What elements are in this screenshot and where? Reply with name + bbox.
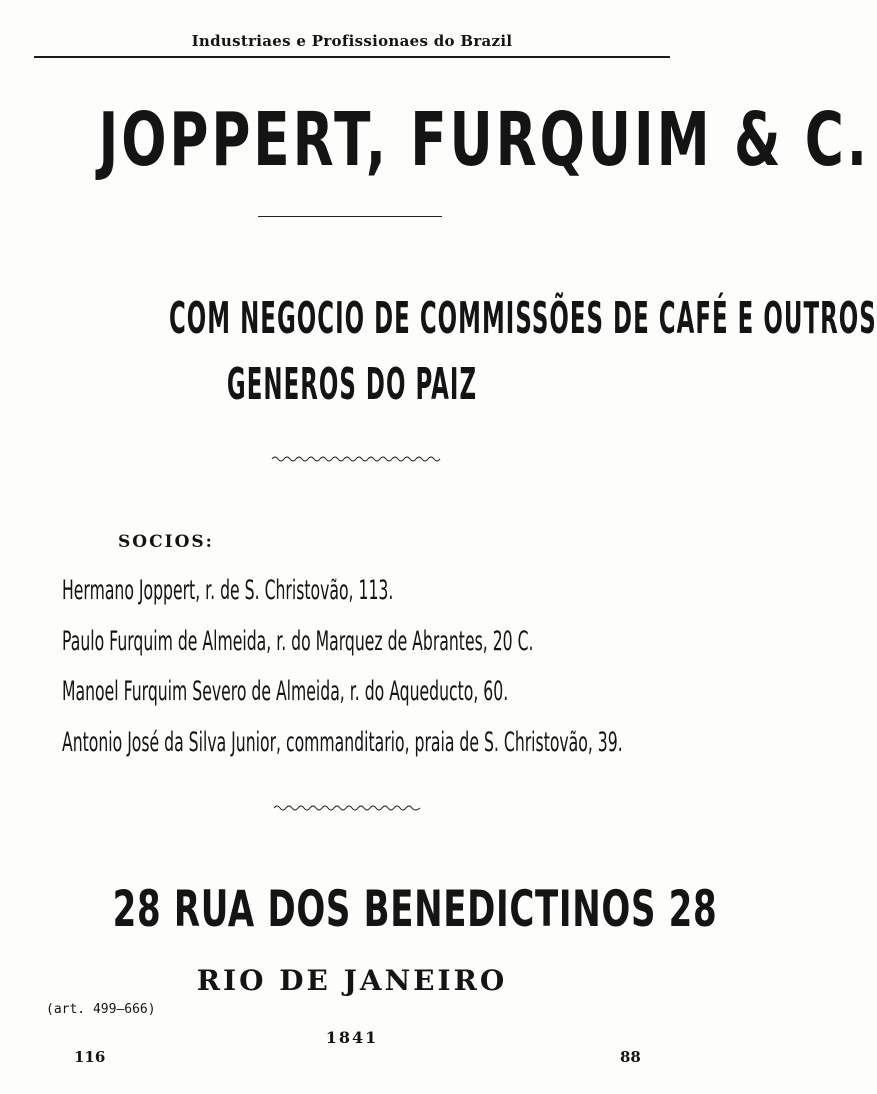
business-description-line-2: GENEROS DO PAIZ <box>226 359 478 410</box>
partner-entry: Manoel Furquim Severo de Almeida, r. do Aqueducto, 60. <box>62 676 509 707</box>
partner-entry: Hermano Joppert, r. de S. Christovão, 113. <box>62 575 394 606</box>
running-header: Industriaes e Profissionaes do Brazil <box>191 32 513 50</box>
page-number-left: 116 <box>74 1048 106 1066</box>
partner-entry: Antonio José da Silva Junior, commanditario, praia de S. Christovão, 39. <box>62 727 623 758</box>
firm-name: JOPPERT, FURQUIM & C. <box>98 97 870 183</box>
year-number: 1841 <box>325 1028 379 1047</box>
wavy-divider <box>272 455 440 463</box>
partner-entry: Paulo Furquim de Almeida, r. do Marquez de Abrantes, 20 C. <box>62 626 534 657</box>
divider-rule <box>258 216 442 217</box>
header-rule <box>34 56 670 58</box>
article-reference: (art. 499—666) <box>46 1002 156 1017</box>
page-number-right: 88 <box>620 1048 641 1066</box>
partners-heading: SOCIOS: <box>118 532 214 552</box>
street-address: 28 RUA DOS BENEDICTINOS 28 <box>112 880 718 938</box>
wavy-divider <box>274 804 420 812</box>
business-description-line-1: COM NEGOCIO DE COMMISSÕES DE CAFÉ E OUTROS <box>168 293 877 344</box>
city-name: RIO DE JANEIRO <box>196 964 508 997</box>
